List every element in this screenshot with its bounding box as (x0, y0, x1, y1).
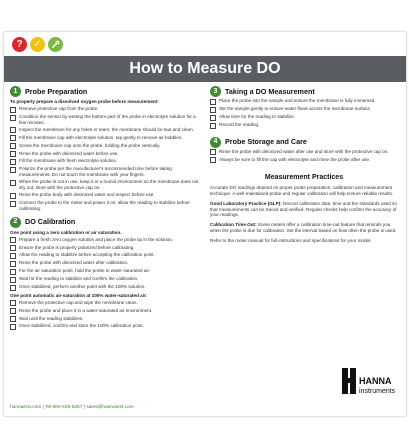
checkbox[interactable] (210, 149, 216, 155)
right-column (210, 86, 398, 248)
checklist-item (10, 166, 200, 178)
checklist-item (10, 106, 200, 113)
checklist-item-text: Once stabilized, confirm and store the 100% calibration point. (19, 323, 144, 329)
checkbox[interactable] (10, 261, 16, 267)
section-probe-storage (210, 137, 398, 148)
checklist-item-text: Rinse the probe and place it in a water-saturated air environment. (19, 307, 153, 313)
glp-text: Record calibration date, time and the standards used so that measurements can be traced and verified. Regular checks help confirm the accuracy of your readings. (210, 200, 397, 218)
calibration-timeout-text: Some meters offer a calibration time-out feature that reminds you when the probe is due for calibration. Set the interval based on how often the probe is used. (210, 222, 397, 233)
checkbox[interactable] (210, 123, 216, 129)
checklist-item (10, 143, 200, 150)
checklist-item-text: Once stabilized, perform another point with the 100% solution. (19, 284, 146, 290)
checkbox[interactable] (10, 167, 16, 173)
question-icon: ? (12, 37, 27, 52)
checkbox[interactable] (10, 135, 16, 141)
checklist-item (210, 157, 398, 164)
footer-website[interactable]: hannainst.com (10, 405, 42, 410)
footer-phone[interactable]: Tel 800-426-6287 (45, 405, 83, 410)
checklist-item-text: Wait for the reading to stabilize and confirm the calibration. (19, 276, 139, 282)
checklist-item-text: Rinse the probe body with deionized water and inspect before use. (19, 192, 155, 198)
glp-label: Good Laboratory Practice (GLP): (210, 200, 282, 206)
checkbox[interactable] (10, 269, 16, 275)
checklist-item-text: When the probe is not in use, keep it in a humid environment so the membrane does not dry out; store with the protective cap on. (19, 179, 199, 191)
section-intro: One point using a zero calibration or air saturation. (10, 229, 122, 235)
logo-text-primary: HANNA (359, 376, 392, 386)
checkbox[interactable] (10, 180, 16, 186)
section-title: Probe Storage and Care (225, 137, 307, 147)
section-do-calibration (10, 217, 200, 228)
check-icon: ✓ (30, 37, 45, 52)
practices-paragraph: Accurate DO readings depend on proper probe preparation, calibration and measurement technique. A well-maintained probe and regular calibration will help ensure reliable results. (210, 185, 394, 196)
checklist-item-text: Allow the reading to stabilize before accepting the calibration point. (19, 252, 155, 258)
checklist-item (210, 114, 398, 121)
step-number: 2 (10, 217, 21, 228)
checklist-item (10, 192, 200, 199)
checklist-item (10, 114, 200, 126)
checklist-item (10, 300, 200, 307)
checklist (210, 98, 398, 128)
checklist-item-text: Fill the membrane with fresh electrolyte solution. (19, 158, 118, 164)
section-title: DO Calibration (25, 217, 76, 227)
calibration-timeout-label: Calibration Time Out: (210, 222, 257, 228)
checklist-item (210, 106, 398, 113)
checklist-item (10, 135, 200, 142)
footer-contact: hannainst.com | Tel 800-426-6287 | sales@hannainst.com (10, 405, 134, 410)
step-number: 3 (210, 86, 221, 97)
checklist-item-text: Remove protective cap from the probe. (19, 106, 99, 112)
checkbox[interactable] (10, 245, 16, 251)
checklist-item-text: Condition the sensor by wetting the bottom part of the probe in electrolyte solution for a few minutes. (19, 113, 196, 125)
checklist-item (10, 151, 200, 158)
checklist-item-text: Prepare a fresh zero oxygen solution and place the probe tip in the solution. (19, 236, 173, 242)
checklist-item (10, 200, 200, 212)
checklist-item-text: Ensure the probe is properly polarized before calibrating. (19, 244, 135, 250)
checkbox[interactable] (10, 285, 16, 291)
checklist-item-text: Stir the sample gently to ensure water flows across the membrane surface. (219, 106, 372, 112)
section-intro-secondary: One point automatic air-saturation at 100% water-saturated air: (10, 292, 148, 298)
checkbox[interactable] (10, 151, 16, 157)
page-title: How to Measure DO (4, 56, 406, 82)
section-intro: To properly prepare a dissolved oxygen probe before measurement: (10, 99, 159, 104)
checklist-item-text: Record the reading. (219, 121, 260, 127)
wrench-icon (48, 37, 63, 52)
checklist-item-text: Remove the protective cap and wipe the membrane clean. (19, 299, 138, 305)
left-column (10, 86, 200, 330)
checkbox[interactable] (10, 127, 16, 133)
header-icon-bar (4, 32, 406, 56)
section-taking-measurement (210, 86, 398, 97)
checklist-item (10, 284, 200, 291)
checklist-item (10, 245, 200, 252)
checklist-item-text: For the air saturation point, hold the probe in water-saturated air. (19, 268, 150, 274)
checklist-item (10, 316, 200, 323)
checkbox[interactable] (210, 157, 216, 163)
checklist-item-text: Wait until the reading stabilizes. (19, 315, 84, 321)
checklist-item-text: Screw the membrane cap onto the probe, holding the probe vertically. (19, 142, 161, 148)
checklist-item (10, 252, 200, 259)
checklist-item-text: Fill the membrane cap with electrolyte solution, tap gently to remove air bubbles. (19, 134, 183, 140)
checkbox[interactable] (10, 253, 16, 259)
checkbox[interactable] (10, 237, 16, 243)
checkbox[interactable] (10, 193, 16, 199)
checkbox[interactable] (210, 99, 216, 105)
checkbox[interactable] (10, 159, 16, 165)
checklist-item-text: Polarize the probe per the manufacturer's recommended time before taking measurements. Do not touch the membrane with your fingers. (19, 166, 172, 178)
checkbox[interactable] (10, 277, 16, 283)
checklist-item-text: Rinse the probe with deionized water after calibration. (19, 260, 129, 266)
checklist-item (10, 323, 200, 330)
checklist-item (210, 122, 398, 129)
checkbox[interactable] (10, 308, 16, 314)
practices-title: Measurement Practices (264, 174, 344, 182)
checklist (210, 149, 398, 163)
checklist-item (10, 308, 200, 315)
checklist-item (10, 260, 200, 267)
checkbox[interactable] (10, 300, 16, 306)
checklist (10, 106, 200, 212)
guide-card (4, 32, 406, 416)
logo-text-secondary: instruments (359, 388, 396, 395)
checklist-item (10, 179, 200, 191)
checkbox[interactable] (10, 115, 16, 121)
checkbox[interactable] (10, 201, 16, 207)
calibration-timeout-paragraph (210, 222, 398, 234)
checklist-item (10, 276, 200, 283)
checklist-item-text: Inspect the membrane for any holes or tears; the membrane should be taut and clean. (19, 126, 194, 132)
checkbox[interactable] (10, 107, 16, 113)
checkbox[interactable] (210, 115, 216, 121)
step-number: 1 (10, 86, 21, 97)
checkbox[interactable] (10, 316, 16, 322)
checklist-item (210, 98, 398, 105)
checkbox[interactable] (210, 107, 216, 113)
step-number: 4 (210, 137, 221, 148)
checklist (10, 237, 200, 291)
section-title: Taking a DO Measurement (225, 86, 315, 96)
hanna-logo (340, 366, 396, 406)
checkbox[interactable] (10, 324, 16, 330)
footer-email[interactable]: sales@hannainst.com (86, 405, 134, 410)
checklist-item (10, 237, 200, 244)
checklist-item (10, 268, 200, 275)
checklist-item (10, 158, 200, 165)
checklist (10, 300, 200, 330)
section-title: Probe Preparation (25, 86, 88, 96)
checklist-item-text: Always be sure to fill the cap with electrolyte and rinse the probe after use. (219, 156, 371, 162)
checklist-item (10, 127, 200, 134)
checkbox[interactable] (10, 143, 16, 149)
reference-paragraph: Refer to the meter manual for full instructions and specifications for your model. (210, 237, 372, 243)
section-probe-preparation (10, 86, 200, 97)
checklist-item-text: Allow time for the reading to stabilize. (219, 114, 296, 120)
checklist-item-text: Rinse the probe with deionized water before use. (19, 150, 119, 156)
checklist-item (210, 149, 398, 156)
glp-paragraph (210, 201, 398, 218)
checklist-item-text: Connect the probe to the meter and power it on; allow the reading to stabilize before calibrating. (19, 200, 190, 211)
checklist-item-text: Rinse the probe with deionized water after use and store with the protective cap on. (219, 148, 389, 154)
checklist-item-text: Place the probe into the sample and ensure the membrane is fully immersed. (219, 98, 376, 104)
